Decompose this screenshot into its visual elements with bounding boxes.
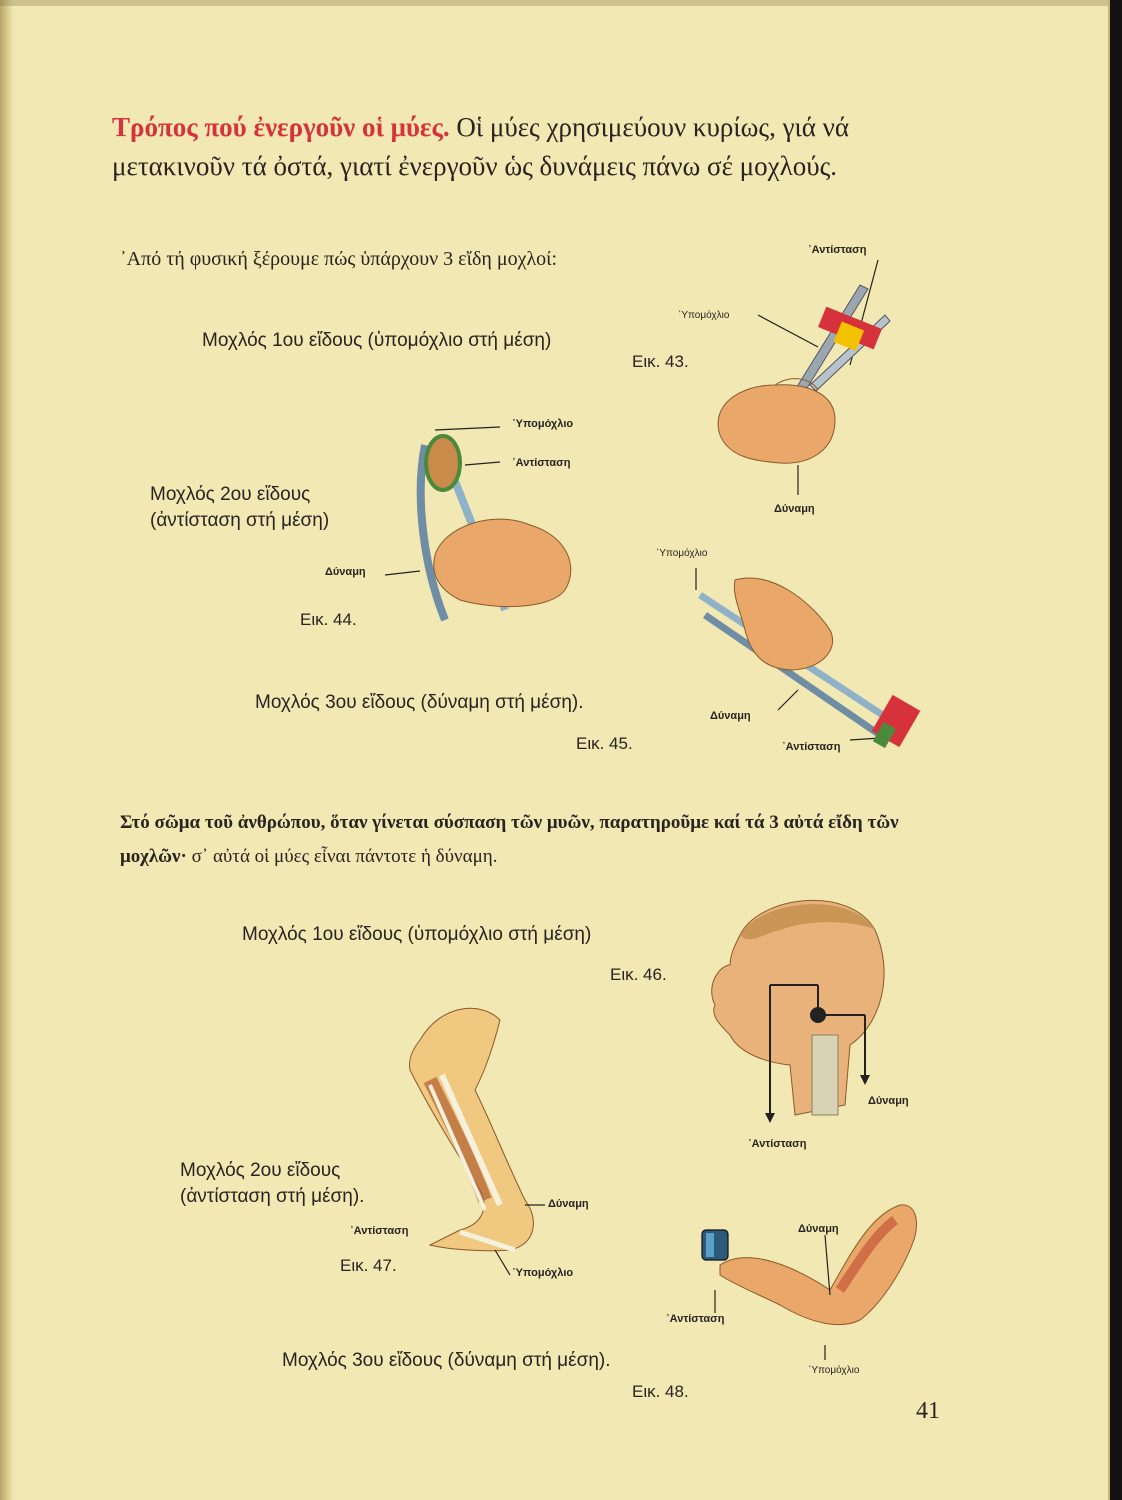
fig46-resistance-label: ᾽Αντίσταση [748,1138,807,1150]
fig44-caption-line2: (ἀντίσταση στή μέση) [150,510,330,531]
arm-weight-illustration [690,1195,920,1365]
fig43-fulcrum-label: ᾽Υπομόχλιο [678,310,730,321]
fig47-label: Εικ. 47. [340,1256,397,1275]
page-number: 41 [916,1398,940,1424]
fig43-label: Εικ. 43. [632,352,689,371]
page-right-shadow [1110,0,1122,1500]
fig44-label: Εικ. 44. [300,610,357,629]
fig48-force-label: Δύναμη [798,1223,839,1235]
fig47-resistance-label: ᾽Αντίσταση [350,1225,409,1237]
fig45-caption: Μοχλός 3ου εἴδους (δύναμη στή μέση). [255,692,584,713]
fig48-fulcrum-label: ᾽Υπομόχλιο [808,1365,860,1376]
fig47-force-label: Δύναμη [548,1198,589,1210]
fig48-caption: Μοχλός 3ου εἴδους (δύναμη στή μέση). [282,1350,611,1371]
body-levers-paragraph [120,806,920,874]
fig48-label: Εικ. 48. [632,1382,689,1401]
head-neck-illustration [700,885,900,1135]
fig44-caption [150,482,329,534]
body-levers-bold: Στό σῶμα τοῦ ἀνθρώπου, ὅταν γίνεται σύσπαση τῶν μυῶν, παρατηροῦμε καί τά 3 αὐτά εἴδη τῶν μοχλῶν· [120,812,899,867]
page-top-edge [0,0,1122,6]
nutcracker-hand-illustration [365,415,595,630]
fig44-resistance-label: ᾽Αντίσταση [512,457,571,469]
fig46-force-label: Δύναμη [868,1095,909,1107]
fig43-force-label: Δύναμη [774,503,815,515]
fig44-force-label: Δύναμη [325,566,366,578]
fig45-force-label: Δύναμη [710,710,751,722]
lever-types-lead: ᾽Από τή φυσική ξέρουμε πώς ὑπάρχουν 3 εἴδη μοχλοί: [120,248,558,270]
fig48-resistance-label: ᾽Αντίσταση [666,1313,725,1325]
fig47-caption-line1: Μοχλός 2ου εἴδους [180,1160,341,1181]
fig45-fulcrum-label: ᾽Υπομόχλιο [656,548,708,559]
scissors-hand-illustration [700,255,900,505]
fig45-resistance-label: ᾽Αντίσταση [782,741,841,753]
fig43-resistance-label: ᾽Αντίσταση [808,244,867,256]
book-spine-shadow [0,0,14,1500]
fig47-caption [180,1158,364,1210]
fig46-caption: Μοχλός 1ου εἴδους (ὑπομόχλιο στή μέση) [242,924,592,945]
fig43-caption: Μοχλός 1ου εἴδους (ὑπομόχλιο στή μέση) [202,330,552,351]
fig44-caption-line1: Μοχλός 2ου εἴδους [150,484,311,505]
fig47-fulcrum-label: ᾽Υπομόχλιο [512,1267,574,1279]
fig44-fulcrum-label: ᾽Υπομόχλιο [512,418,574,430]
body-levers-normal: σ᾽ αὐτά οἱ μύες εἶναι πάντοτε ἡ δύναμη. [186,846,498,867]
leg-bones-illustration [400,1000,560,1285]
fig47-caption-line2: (ἀντίσταση στή μέση). [180,1186,365,1207]
intro-body: Οἱ μύες χρησιμεύουν κυρίως, γιά νά μετακινοῦν τά ὀστά, γιατί ἐνεργοῦν ὡς δυνάμεις πάνω σέ μοχλούς. [112,112,850,181]
intro-paragraph [112,108,942,186]
section-heading: Τρόπος πού ἐνεργοῦν οἱ μύες. [112,112,450,142]
tongs-hand-illustration [680,560,940,780]
fig46-label: Εικ. 46. [610,965,667,984]
fig45-label: Εικ. 45. [576,734,633,753]
